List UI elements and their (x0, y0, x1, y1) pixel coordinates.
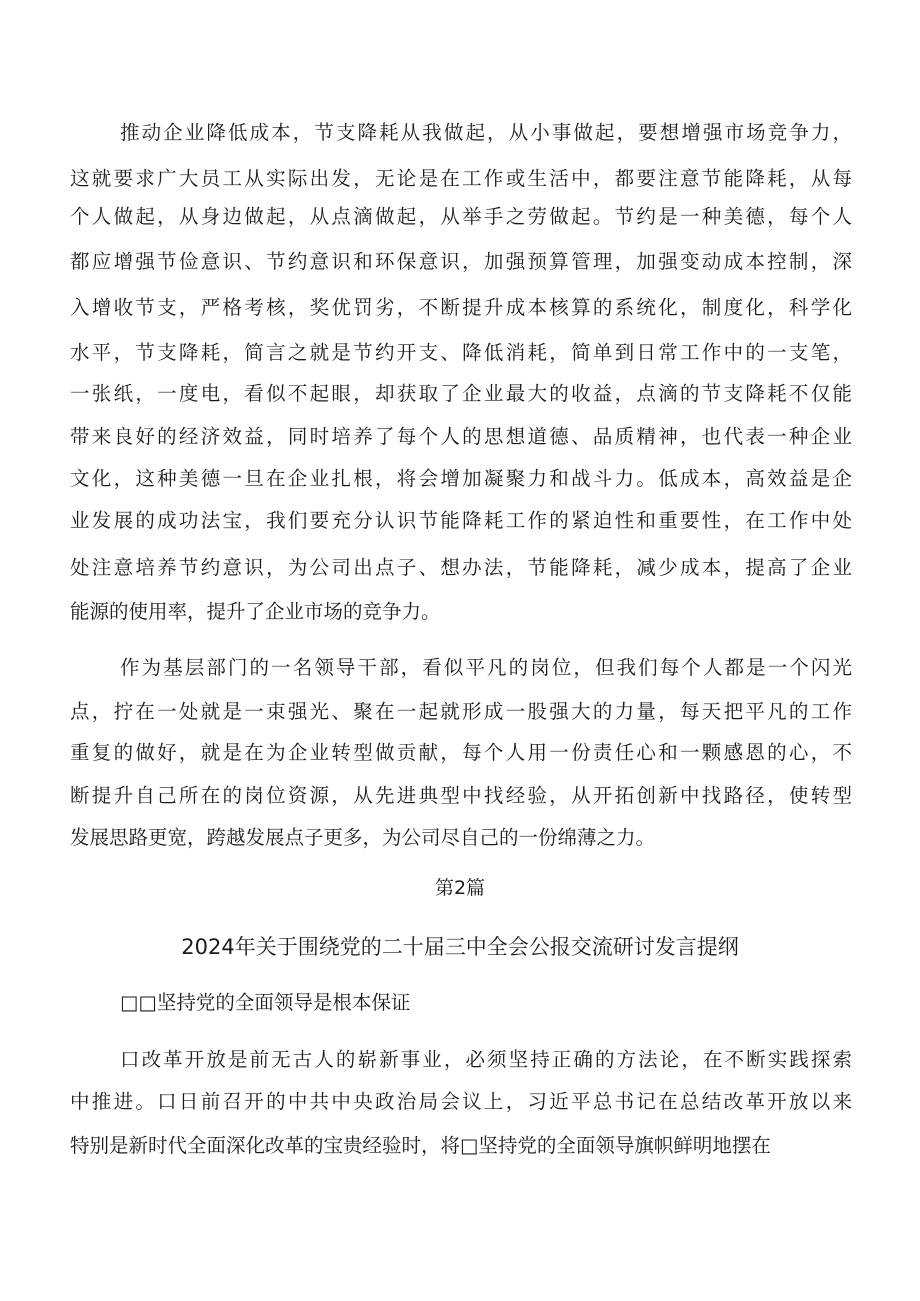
section-title: 2024年关于围绕党的二十届三中全会公报交流研讨发言提纲 (181, 935, 739, 959)
text-line: 水平，节支降耗，简言之就是节约开支、降低消耗，简单到日常工作中的一支笔， (70, 341, 855, 364)
text-line: 带来良好的经济效益，同时培养了每个人的思想道德、品质精神，也代表一种企业 (70, 425, 855, 448)
text-line: 发展思路更宽，跨越发展点子更多，为公司尽自己的一份绵薄之力。 (70, 826, 656, 849)
text-line: 断提升自己所在的岗位资源，从先进典型中找经验，从开拓创新中找路径，使转型 (70, 784, 855, 807)
text-line: 重复的做好，就是在为企业转型做贡献，每个人用一份责任心和一颗感恩的心，不 (70, 741, 855, 764)
text-line: 作为基层部门的一名领导干部，看似平凡的岗位，但我们每个人都是一个闪光 (120, 656, 855, 679)
text-line: 特别是新时代全面深化改革的宝贵经验时，将□坚持党的全面领导旗帜鲜明地摆在 (70, 1134, 771, 1157)
text-line: 中推进。口日前召开的中共中央政治局会议上，习近平总书记在总结改革开放以来 (70, 1090, 855, 1113)
text-line: 业发展的成功法宝，我们要充分认识节能降耗工作的紧迫性和重要性，在工作中处 (70, 509, 855, 532)
text-line: 点，拧在一处就是一束强光、聚在一起就形成一股强大的力量，每天把平凡的工作 (70, 700, 855, 723)
text-line: 处注意培养节约意识，为公司出点子、想办法，节能降耗，减少成本，提高了企业 (70, 556, 855, 579)
text-line: 推动企业降低成本，节支降耗从我做起，从小事做起，要想增强市场竞争力， (120, 121, 855, 144)
text-line: 文化，这种美德一旦在企业扎根，将会增加凝聚力和战斗力。低成本，高效益是企 (70, 467, 855, 490)
text-line: 能源的使用率，提升了企业市场的竞争力。 (70, 600, 441, 623)
text-line: 都应增强节俭意识、节约意识和环保意识，加强预算管理，加强变动成本控制，深 (70, 250, 855, 273)
text-line: 这就要求广大员工从实际出发，无论是在工作或生活中，都要注意节能降耗，从每 (70, 167, 855, 190)
text-line: 口改革开放是前无古人的崭新事业，必须坚持正确的方法论，在不断实践探索 (120, 1048, 855, 1071)
text-line: 一张纸，一度电，看似不起眼，却获取了企业最大的收益，点滴的节支降耗不仅能 (70, 382, 855, 405)
text-line: 入增收节支，严格考核，奖优罚劣，不断提升成本核算的系统化，制度化，科学化 (70, 296, 855, 319)
section-label: 第2篇 (434, 877, 486, 899)
subheading: □□坚持党的全面领导是根本保证 (120, 991, 411, 1014)
text-line: 个人做起，从身边做起，从点滴做起，从举手之劳做起。节约是一种美德，每个人 (70, 205, 855, 228)
